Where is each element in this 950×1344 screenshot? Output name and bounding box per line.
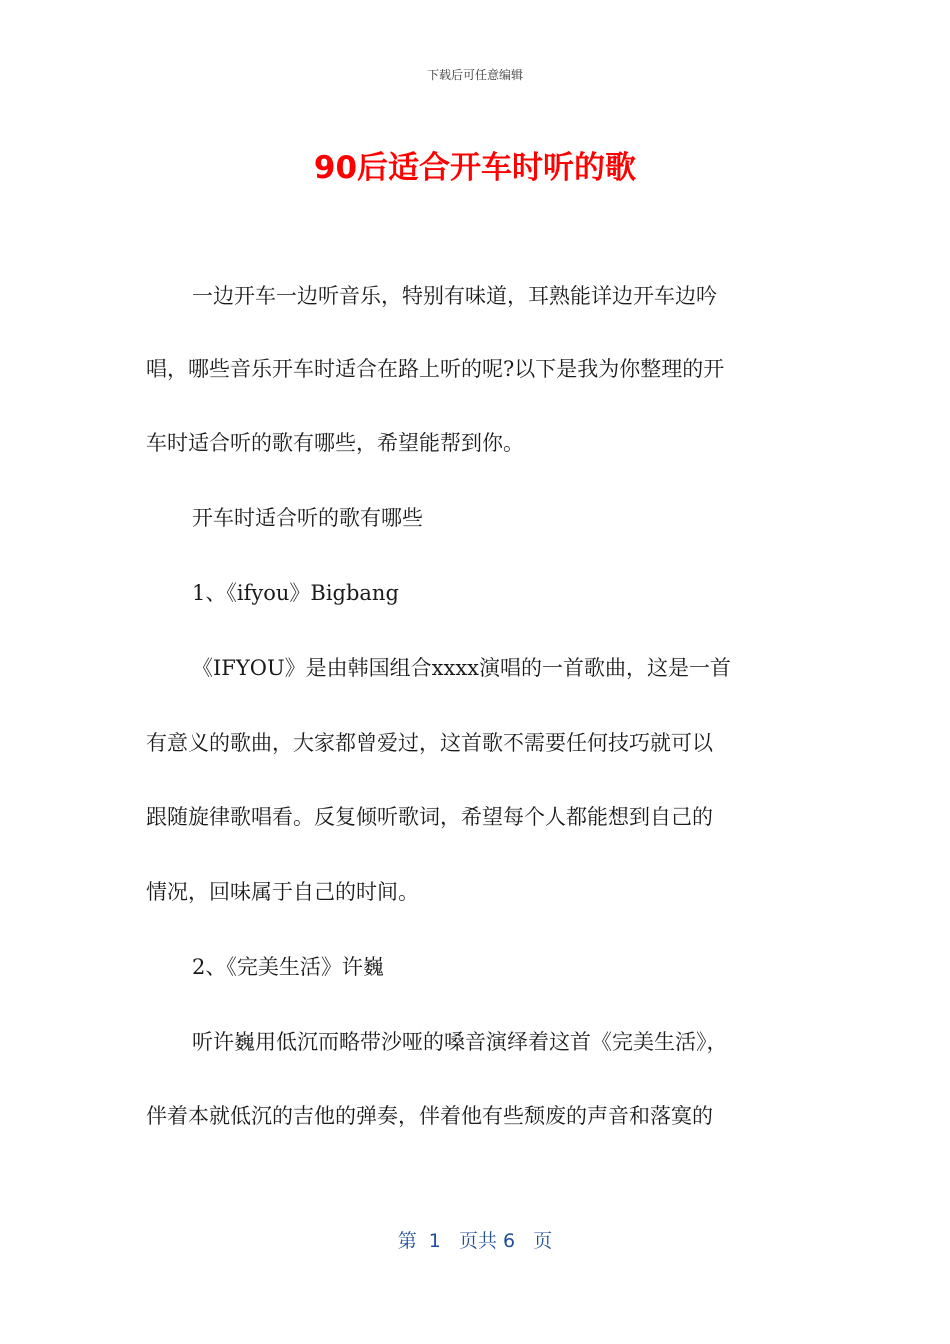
paragraph-line: 《IFYOU》是由韩国组合xxxx演唱的一首歌曲，这是一首 (192, 656, 732, 680)
song-heading: 2、《完美生活》许巍 (192, 955, 384, 979)
paragraph-line: 有意义的歌曲，大家都曾爱过，这首歌不需要任何技巧就可以 (146, 731, 713, 755)
paragraph-line: 车时适合听的歌有哪些，希望能帮到你。 (146, 431, 524, 455)
header-note: 下载后可任意编辑 (426, 68, 523, 82)
paragraph-line: 唱，哪些音乐开车时适合在路上听的呢?以下是我为你整理的开 (146, 357, 725, 381)
section-heading: 开车时适合听的歌有哪些 (192, 506, 423, 530)
paragraph-line: 情况，回味属于自己的时间。 (146, 880, 419, 904)
page-footer: 第 1 页共 6 页 (397, 1230, 553, 1252)
song-heading: 1、《ifyou》Bigbang (192, 581, 399, 605)
paragraph-line: 一边开车一边听音乐，特别有味道，耳熟能详边开车边吟 (192, 284, 717, 308)
paragraph-line: 跟随旋律歌唱看。反复倾听歌词，希望每个人都能想到自己的 (146, 805, 713, 829)
paragraph-line: 听许巍用低沉而略带沙哑的嗓音演绎着这首《完美生活》， (192, 1030, 728, 1054)
paragraph-line: 伴着本就低沉的吉他的弹奏，伴着他有些颓废的声音和落寞的 (146, 1104, 713, 1128)
document-title: 90后适合开车时听的歌 (313, 150, 637, 186)
